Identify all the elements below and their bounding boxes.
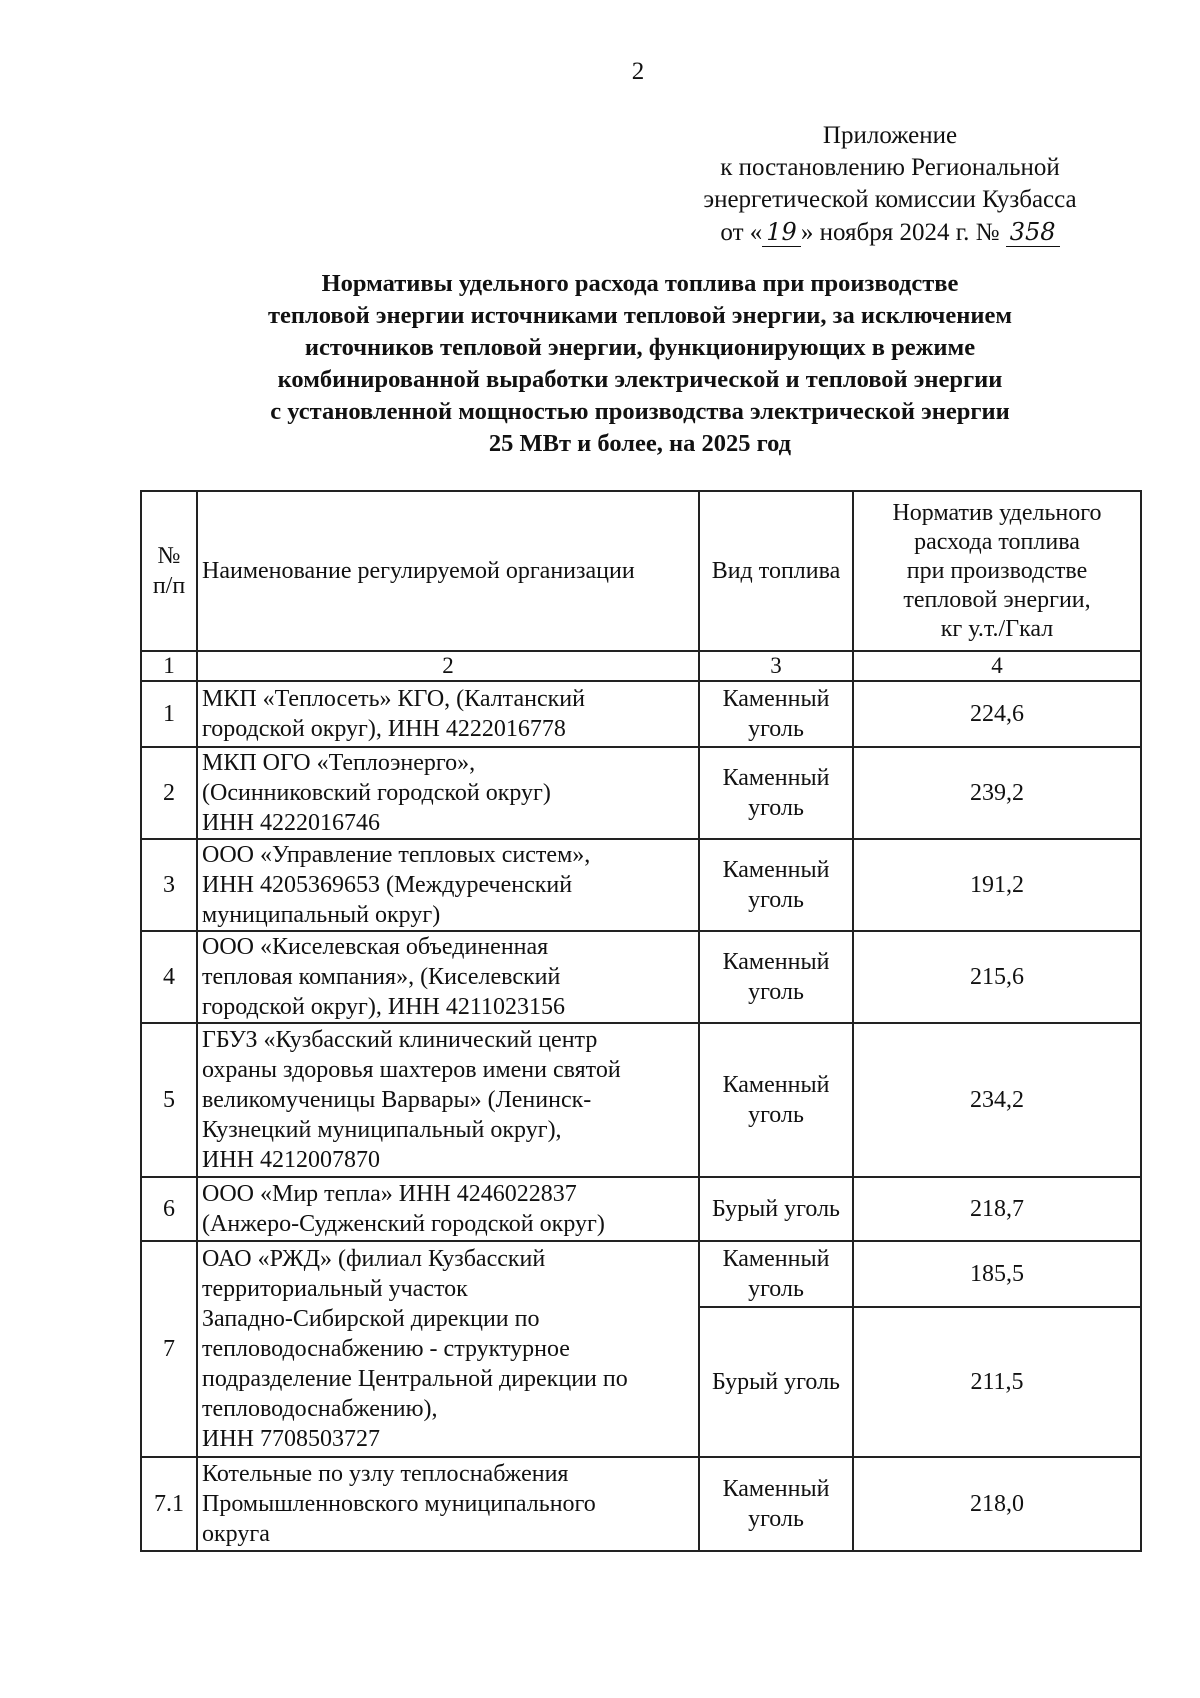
fuel-type [699,1177,853,1241]
fuel-type [699,747,853,839]
fuel-type-line: уголь [748,1102,804,1128]
handwritten-doc-number: 358 [1006,218,1060,247]
fuel-type-line: уголь [748,1506,804,1532]
column-number: 4 [853,651,1141,681]
norm-value: 185,5 [853,1241,1141,1307]
organization-name-line: великомученицы Варвары» (Ленинск- [202,1087,592,1113]
fuel-type-line: Каменный [722,1072,830,1098]
norm-value: 218,0 [853,1457,1141,1551]
header-number [141,491,197,651]
column-number: 3 [699,651,853,681]
appendix-commission-line: энергетической комиссии Кузбасса [703,186,1077,213]
title-line: источников тепловой энергии, функционирующих в режиме [304,334,976,361]
norm-value: 215,6 [853,931,1141,1023]
header-norm-line: кг у.т./Гкал [940,615,1054,642]
organization-name-line: Промышленновского муниципального [202,1491,596,1517]
organization-name-line: ОАО «РЖД» (филиал Кузбасский [202,1246,546,1272]
organization-name [197,1241,699,1457]
norms-table [140,490,1142,1552]
fuel-type [699,1023,853,1177]
title-line: тепловой энергии источниками тепловой энергии, за исключением [267,302,1013,329]
organization-name-line: муниципальный округ) [202,902,441,928]
organization-name-line: городской округ), ИНН 4222016778 [202,716,566,742]
norm-value: 191,2 [853,839,1141,931]
organization-name-line: подразделение Центральной дирекции по [202,1366,628,1392]
table-header-row [141,491,1141,651]
organization-name-line: тепловая компания», (Киселевский [202,964,561,990]
fuel-type-line: уголь [748,887,804,913]
organization-name [197,681,699,747]
column-number-row [141,651,1141,681]
organization-name-line: городской округ), ИНН 4211023156 [202,994,565,1020]
fuel-type-line: Каменный [722,1246,830,1272]
organization-name [197,931,699,1023]
fuel-type-line: Каменный [722,686,830,712]
header-number-line: п/п [152,573,186,599]
appendix-title: Приложение [822,122,958,149]
appendix-decree-line: к постановлению Региональной [720,154,1060,181]
title-line: комбинированной выработки электрической и тепловой энергии [277,366,1003,393]
norm-value: 234,2 [853,1023,1141,1177]
appendix-header [630,120,1150,249]
date-prefix: от « [720,219,763,246]
norm-value: 211,5 [853,1307,1141,1457]
fuel-type-line: Каменный [722,765,830,791]
organization-name-line: ИНН 4205369653 (Междуреченский [202,872,573,898]
fuel-type-line: Каменный [722,949,830,975]
organization-name-line: ООО «Управление тепловых систем», [202,842,591,868]
organization-name-line: ООО «Киселевская объединенная [202,934,549,960]
table-row [141,1177,1141,1241]
table-row [141,931,1141,1023]
row-number: 6 [141,1177,197,1241]
row-number: 7 [141,1241,197,1457]
organization-name-line: ИНН 4212007870 [202,1147,380,1173]
fuel-type [699,1241,853,1307]
fuel-type-line: Бурый уголь [711,1196,840,1222]
fuel-type-line: уголь [748,795,804,821]
fuel-type [699,931,853,1023]
organization-name [197,1023,699,1177]
title-line: 25 МВт и более, на 2025 год [488,430,792,457]
organization-name-line: тепловодоснабжению), [202,1396,438,1422]
organization-name-line: ГБУЗ «Кузбасский клинический центр [202,1027,598,1053]
date-suffix: » ноября 2024 г. № [800,219,1000,246]
organization-name-line: ИНН 4222016746 [202,810,380,836]
organization-name [197,1177,699,1241]
organization-name [197,1457,699,1551]
row-number: 7.1 [141,1457,197,1551]
table-row [141,681,1141,747]
organization-name [197,839,699,931]
organization-name-line: ИНН 7708503727 [202,1426,380,1452]
fuel-type [699,1457,853,1551]
header-norm-line: при производстве [906,557,1088,584]
organization-name-line: Западно-Сибирской дирекции по [202,1306,540,1332]
page-number: 2 [631,58,645,85]
fuel-type [699,839,853,931]
organization-name-line: округа [202,1521,270,1547]
fuel-type-line: уголь [748,1276,804,1302]
organization-name-line: (Осинниковский городской округ) [202,780,551,806]
row-number: 3 [141,839,197,931]
table-row [141,1023,1141,1177]
handwritten-day: 19 [762,218,801,247]
title-line: с установленной мощностью производства электрической энергии [270,398,1010,425]
table-row [141,1457,1141,1551]
fuel-type-line: уголь [748,716,804,742]
row-number: 4 [141,931,197,1023]
organization-name-line: МКП ОГО «Теплоэнерго», [202,750,476,776]
column-number: 1 [141,651,197,681]
document-title [170,268,1110,460]
header-norm-line: расхода топлива [914,528,1080,555]
organization-name-line: тепловодоснабжению - структурное [202,1336,570,1362]
row-number: 5 [141,1023,197,1177]
header-norm-line: Норматив удельного [892,499,1102,526]
organization-name [197,747,699,839]
table-row [141,839,1141,931]
organization-name-line: МКП «Теплосеть» КГО, (Калтанский [202,686,585,712]
table-row [141,1241,1141,1307]
fuel-type-line: Каменный [722,1476,830,1502]
fuel-type-line: Каменный [722,857,830,883]
header-norm-line: тепловой энергии, [903,586,1091,613]
appendix-date-line [630,216,1150,249]
row-number: 1 [141,681,197,747]
header-norm [853,491,1141,651]
organization-name-line: Котельные по узлу теплоснабжения [202,1461,569,1487]
fuel-type [699,681,853,747]
fuel-type-line: Бурый уголь [711,1369,840,1395]
organization-name-line: охраны здоровья шахтеров имени святой [202,1057,621,1083]
title-line: Нормативы удельного расхода топлива при производстве [321,270,959,297]
organization-name-line: (Анжеро-Судженский городской округ) [202,1211,605,1237]
header-fuel-type: Вид топлива [699,491,853,651]
header-organization: Наименование регулируемой организации [197,491,699,651]
row-number: 2 [141,747,197,839]
norm-value: 218,7 [853,1177,1141,1241]
table-row [141,747,1141,839]
fuel-type-line: уголь [748,979,804,1005]
column-number: 2 [197,651,699,681]
norm-value: 224,6 [853,681,1141,747]
norm-value: 239,2 [853,747,1141,839]
organization-name-line: ООО «Мир тепла» ИНН 4246022837 [202,1181,577,1207]
organization-name-line: территориальный участок [202,1276,468,1302]
organization-name-line: Кузнецкий муниципальный округ), [202,1117,562,1143]
fuel-type [699,1307,853,1457]
header-number-line: № [157,543,181,569]
